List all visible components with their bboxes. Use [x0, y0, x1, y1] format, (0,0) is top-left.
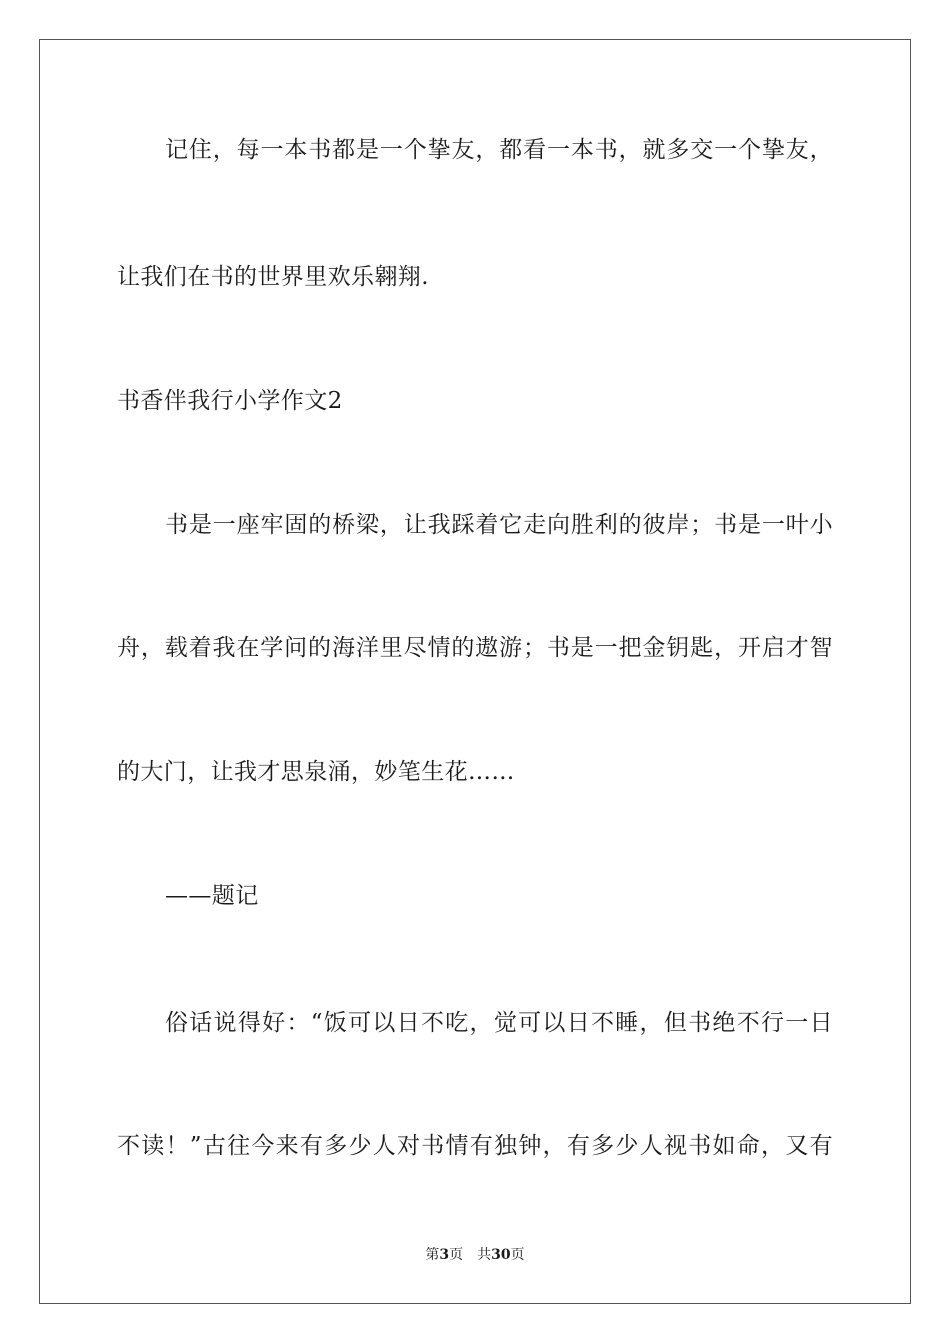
- page-footer: [0, 1246, 950, 1264]
- page-number: 3: [439, 1247, 450, 1263]
- paragraph-line-2: 让我们在书的世界里欢乐翱翔.: [117, 264, 429, 290]
- paragraph-line-5: 的大门，让我才思泉涌，妙笔生花……: [117, 759, 515, 785]
- paragraph-line-3: 书是一座牢固的桥梁，让我踩着它走向胜利的彼岸；书是一叶小: [165, 512, 833, 538]
- total-suffix: 页: [510, 1247, 525, 1263]
- paragraph-line-6: 俗话说得好：“饭可以日不吃，觉可以日不睡，但书绝不行一日: [165, 1010, 833, 1036]
- section-heading: 书香伴我行小学作文2: [117, 388, 343, 414]
- paragraph-line-4: 舟，载着我在学问的海洋里尽情的遨游；书是一把金钥匙，开启才智: [117, 635, 833, 661]
- page-border: [39, 39, 911, 1304]
- paragraph-line-7: 不读！”古往今来有多少人对书情有独钟，有多少人视书如命，又有: [117, 1133, 833, 1159]
- total-pages: 30: [491, 1247, 511, 1263]
- epigraph-attribution: ——题记: [165, 883, 259, 909]
- paragraph-line-1: 记住，每一本书都是一个挚友，都看一本书，就多交一个挚友，: [165, 137, 833, 163]
- page-prefix: 第: [425, 1247, 440, 1263]
- page-suffix: 页: [449, 1247, 464, 1263]
- total-prefix: 共: [477, 1247, 492, 1263]
